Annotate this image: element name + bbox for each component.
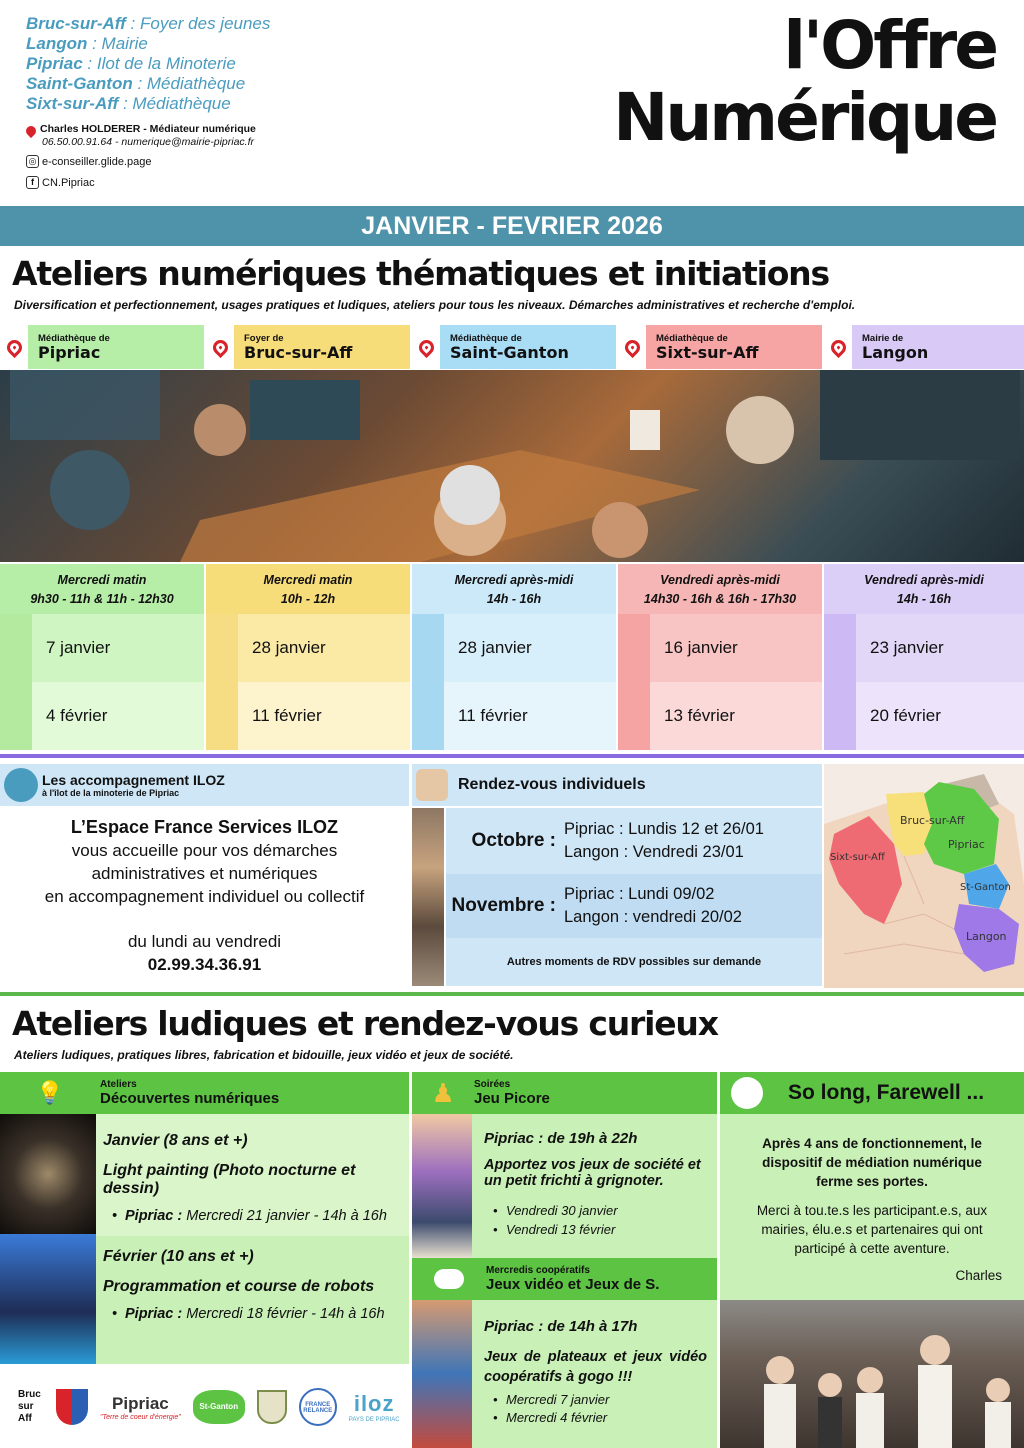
iloz-icon [4, 768, 38, 802]
location-item [26, 14, 270, 34]
logo-pipriac: Pipriac [112, 1393, 169, 1413]
website-row[interactable] [26, 155, 151, 168]
iloz-header [0, 764, 409, 806]
page-title [613, 7, 996, 156]
farewell-title: So long, Farewell ... [788, 1081, 985, 1104]
schedule-date-row [412, 682, 616, 750]
venue-type: Médiathèque de [38, 332, 110, 344]
schedule-hours: 10h - 12h [280, 592, 336, 606]
schedule-date-row [412, 614, 616, 682]
board-game-photo [412, 1114, 472, 1258]
map-label: Bruc-sur-Aff [900, 814, 965, 827]
crest-icon [56, 1389, 88, 1425]
robot-photo [0, 1234, 96, 1364]
decouvertes-item [96, 1236, 409, 1364]
schedule-date-row [0, 682, 204, 750]
schedule-date: 4 février [46, 706, 108, 725]
farewell-photo [720, 1300, 1024, 1448]
rdv-photo [412, 808, 444, 986]
venue-name: Langon [862, 342, 929, 362]
schedule-date-row [206, 614, 410, 682]
item-name: Programmation et course de robots [103, 1278, 375, 1295]
picore-date: • Vendredi 30 janvier [484, 1201, 717, 1220]
rdv-row [446, 874, 822, 938]
schedule-column [824, 564, 1024, 752]
coop-small: Mercredis coopératifs [486, 1264, 590, 1276]
schedule-day: Mercredi matin [57, 573, 147, 587]
farewell-body [720, 1114, 1024, 1300]
map-label: Langon [966, 930, 1007, 943]
venue-name: Sixt-sur-Aff [656, 342, 759, 362]
farewell-p2: Merci à tou.te.s les participant.e.s, aux mairies, élu.e.s et partenaires qui ont participé à cette aventure. [756, 1203, 988, 1256]
map-label: St-Ganton [960, 882, 1011, 893]
rdv-line: Langon : vendredi 20/02 [564, 908, 742, 926]
location-item [26, 54, 270, 74]
section1-title: Ateliers numériques thématiques et initiations [12, 254, 829, 293]
venue-3 [618, 325, 822, 369]
picore-header [412, 1072, 717, 1114]
venue-marker-icon [0, 325, 28, 369]
schedule-header [618, 564, 822, 614]
contact-details: 06.50.00.91.64 - numerique@mairie-pipriac.fr [42, 136, 255, 148]
video-game-photo [412, 1300, 472, 1448]
person-laptop-icon [720, 1072, 774, 1114]
venue-marker-icon [412, 325, 440, 369]
schedule-header [824, 564, 1024, 614]
rdv-line: Pipriac : Lundi 09/02 [564, 885, 715, 903]
coop-body [472, 1300, 717, 1448]
location-town: Saint-Ganton [26, 74, 133, 93]
item-period: Janvier (8 ans et +) [103, 1132, 248, 1149]
schedule-date-row [618, 682, 822, 750]
schedule-date: 28 janvier [458, 638, 532, 657]
section2-title: Ateliers ludiques et rendez-vous curieux [12, 1004, 718, 1043]
divider-purple [0, 754, 1024, 758]
rdv-line: Langon : Vendredi 23/01 [564, 843, 744, 861]
logo-bruc: Bruc sur Aff [18, 1389, 41, 1424]
schedule-column [0, 564, 204, 752]
coop-title: Jeux vidéo et Jeux de S. [486, 1275, 660, 1293]
title-line-1: l'Offre [783, 7, 996, 84]
schedule-header [206, 564, 410, 614]
location-pin-icon [24, 124, 38, 138]
logo-stganton: St-Ganton [193, 1390, 245, 1424]
venue-type: Foyer de [244, 332, 284, 344]
schedule-day: Vendredi après-midi [660, 573, 780, 587]
schedule-date: 20 février [870, 706, 941, 725]
rdv-line: Pipriac : Lundis 12 et 26/01 [564, 820, 764, 838]
workshop-photo [0, 370, 1024, 562]
coop-date: • Mercredi 4 février [484, 1409, 707, 1427]
item-place: Pipriac : [125, 1208, 183, 1224]
facebook-row[interactable] [26, 176, 95, 189]
schedule-date-row [618, 614, 822, 682]
location-place: : Foyer des jeunes [125, 14, 271, 33]
website-link[interactable]: e-conseiller.glide.page [42, 155, 152, 168]
rdv-title: Rendez-vous individuels [458, 776, 646, 793]
divider-green [0, 992, 1024, 996]
venue-4 [824, 325, 1024, 369]
iloz-line: administratives et numériques [91, 864, 318, 883]
schedule-date-row [824, 614, 1024, 682]
picore-body [472, 1114, 717, 1258]
iloz-header-title: Les accompagnement ILOZ [42, 772, 225, 788]
location-place: : Ilot de la Minoterie [82, 54, 236, 73]
schedule-date: 11 février [458, 706, 528, 725]
title-line-2: Numérique [613, 79, 996, 156]
logo-iloz: iloz [353, 1391, 395, 1416]
iloz-line: en accompagnement individuel ou collectif [44, 887, 365, 906]
location-town: Bruc-sur-Aff [26, 14, 126, 33]
schedule-date: 28 janvier [252, 638, 326, 657]
schedule-date: 16 janvier [664, 638, 738, 657]
picore-date: • Vendredi 13 février [484, 1220, 717, 1239]
rdv-header [412, 764, 822, 806]
coop-header [412, 1258, 717, 1300]
venue-type: Médiathèque de [450, 332, 522, 344]
schedule-date-row [206, 682, 410, 750]
coop-date: • Mercredi 7 janvier [484, 1391, 707, 1409]
decouvertes-header [0, 1072, 409, 1114]
venue-name: Saint-Ganton [450, 342, 569, 362]
location-item [26, 34, 270, 54]
contact-block [26, 123, 256, 149]
light-painting-photo [0, 1114, 96, 1234]
schedule-hours: 14h - 16h [896, 592, 952, 606]
chess-pawn-icon: ♟ [431, 1077, 455, 1108]
schedule-header [0, 564, 204, 614]
item-period: Février (10 ans et +) [103, 1248, 254, 1265]
contact-name: Charles HOLDERER - Médiateur numérique [40, 123, 256, 135]
item-when: Mercredi 18 février - 14h à 16h [182, 1306, 385, 1322]
schedule-hours: 14h30 - 16h & 16h - 17h30 [643, 592, 797, 606]
locations-list [26, 14, 270, 114]
facebook-link[interactable]: CN.Pipriac [42, 176, 95, 189]
decouvertes-item [96, 1114, 409, 1236]
logo-relance: FRANCE RELANCE [299, 1388, 337, 1426]
schedule-day: Mercredi matin [263, 573, 353, 587]
facebook-icon: f [26, 176, 39, 189]
schedule-date: 23 janvier [870, 638, 944, 657]
map-label: Pipriac [948, 838, 985, 851]
location-item [26, 94, 270, 114]
period-banner: JANVIER - FEVRIER 2026 [0, 206, 1024, 246]
location-item [26, 74, 270, 94]
venue-0 [0, 325, 204, 369]
location-town: Pipriac [26, 54, 83, 73]
lightbulb-icon: 💡 [36, 1080, 64, 1105]
schedule-column [618, 564, 822, 752]
iloz-body [0, 816, 409, 976]
logo-pipriac-tag: "Terre de coeur d'énergie" [100, 1413, 181, 1421]
venue-type: Médiathèque de [656, 332, 728, 344]
picore-title: Jeu Picore [474, 1089, 550, 1107]
schedule-column [206, 564, 410, 752]
territory-map [824, 764, 1024, 988]
rdv-row [446, 808, 822, 874]
item-place: Pipriac : [125, 1306, 183, 1322]
iloz-name: L’Espace France Services ILOZ [70, 817, 339, 837]
partner-logos [0, 1366, 409, 1448]
web-icon: ◎ [26, 155, 39, 168]
venue-type: Mairie de [862, 332, 904, 344]
decouvertes-title: Découvertes numériques [100, 1089, 280, 1107]
decouvertes-small: Ateliers [100, 1078, 137, 1090]
section1-subtitle: Diversification et perfectionnement, usages pratiques et ludiques, ateliers pour tous les niveaux. Démarches administratives et recherche d'emploi. [14, 298, 856, 312]
venue-2 [412, 325, 616, 369]
rdv-month: Novembre : [451, 895, 556, 916]
venue-name: Bruc-sur-Aff [244, 342, 353, 362]
schedule-day: Mercredi après-midi [454, 573, 574, 587]
schedule-header [412, 564, 616, 614]
map-label: Sixt-sur-Aff [830, 852, 885, 863]
location-place: : Médiathèque [132, 74, 246, 93]
schedule-hours: 9h30 - 11h & 11h - 12h30 [30, 592, 174, 606]
gamepad-icon [412, 1258, 486, 1300]
schedule-date: 7 janvier [46, 638, 111, 657]
schedule-date-row [824, 682, 1024, 750]
schedule-date: 13 février [664, 706, 735, 725]
section2-subtitle: Ateliers ludiques, pratiques libres, fabrication et bidouille, jeux vidéo et jeux de société. [14, 1048, 514, 1062]
venue-name: Pipriac [38, 342, 101, 362]
rdv-month: Octobre : [471, 830, 556, 851]
picore-small: Soirées [474, 1078, 511, 1090]
coop-place: Pipriac : de 14h à 17h [484, 1318, 638, 1335]
iloz-phone[interactable]: 02.99.34.36.91 [147, 955, 262, 974]
coop-desc: Jeux de plateaux et jeux vidéo coopératifs à gogo !!! [484, 1349, 707, 1385]
venue-1 [206, 325, 410, 369]
venue-marker-icon [206, 325, 234, 369]
schedule-date-row [0, 614, 204, 682]
iloz-line: vous accueille pour vos démarches [71, 841, 338, 860]
rdv-note: Autres moments de RDV possibles sur demande [446, 938, 822, 986]
venue-marker-icon [824, 325, 852, 369]
location-town: Langon [26, 34, 88, 53]
farewell-header [720, 1072, 1024, 1114]
location-town: Sixt-sur-Aff [26, 94, 119, 113]
iloz-header-subtitle: à l'îlot de la minoterie de Pipriac [42, 788, 180, 798]
farewell-signature: Charles [955, 1268, 1002, 1283]
logo-iloz-sub: PAYS DE PIPRIAC [348, 1417, 400, 1423]
venue-marker-icon [618, 325, 646, 369]
farewell-p1: Après 4 ans de fonctionnement, le dispositif de médiation numérique ferme ses portes. [762, 1136, 982, 1189]
location-place: : Mairie [87, 34, 148, 53]
item-name: Light painting (Photo nocturne et dessin) [103, 1162, 356, 1197]
location-place: : Médiathèque [118, 94, 231, 113]
handshake-icon [416, 769, 448, 801]
schedule-column [412, 564, 616, 752]
iloz-days: du lundi au vendredi [127, 932, 282, 951]
schedule-day: Vendredi après-midi [864, 573, 984, 587]
picore-place: Pipriac : de 19h à 22h [484, 1130, 638, 1147]
item-when: Mercredi 21 janvier - 14h à 16h [182, 1208, 387, 1224]
schedule-date: 11 février [252, 706, 322, 725]
langon-crest-icon [257, 1390, 287, 1424]
picore-desc: Apportez vos jeux de société et un petit frichti à grignoter. [484, 1157, 701, 1189]
schedule-hours: 14h - 16h [486, 592, 542, 606]
